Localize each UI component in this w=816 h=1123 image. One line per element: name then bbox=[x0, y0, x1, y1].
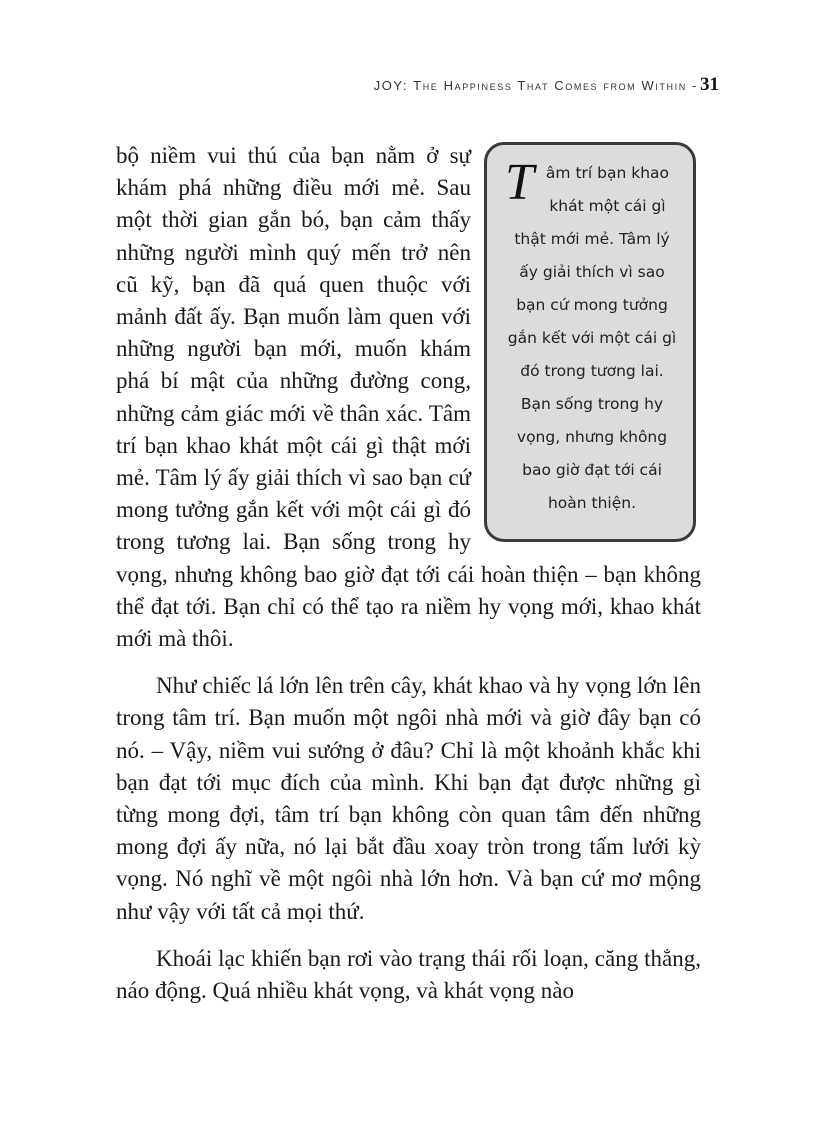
page-number: 31 bbox=[700, 74, 719, 95]
pull-quote-drop-cap: T bbox=[505, 154, 534, 211]
pull-quote-text: âm trí bạn khao khát một cái gì thật mới mẻ. Tâm lý ấy giải thích vì sao bạn cứ mong tưởng gắn kết với một cái gì đó trong tương lai. Bạn sống trong hy vọng, nhưng không bao giờ đạt tới cái hoàn thiện. bbox=[507, 164, 677, 512]
paragraph-1: bộ niềm vui thú của bạn nằm ở sự khám phá những điều mới mẻ. Sau một thời gian gắn bó, bạn cảm thấy những người mình quý mến trở nên cũ kỹ, bạn đã quá quen thuộc với mảnh đất ấy. Bạn muốn làm quen với những người bạn mới, muốn khám phá bí mật của những đường cong, những cảm giác mới về thân xác. Tâm trí bạn khao khát một cái gì thật mới mẻ. Tâm lý ấy giải thích vì sao bạn cứ mong tưởng gắn kết với một cái gì đó trong tương lai. Bạn sống trong hy vọng, nhưng không bao giờ đạt tới cái hoàn thiện – bạn không thể đạt tới. Bạn chỉ có thể tạo ra niềm hy vọng mới, khao khát mới mà thôi. bbox=[116, 143, 701, 652]
pull-quote-spacer bbox=[471, 140, 701, 536]
running-head: JOY: The Happiness That Comes from Within - bbox=[373, 78, 698, 93]
paragraph-2: Như chiếc lá lớn lên trên cây, khát khao và hy vọng lớn lên trong tâm trí. Bạn muốn một ngôi nhà mới và giờ đây bạn có nó. – Vậy, niềm vui sướng ở đâu? Chỉ là một khoảnh khắc khi bạn đạt tới mục đích của mình. Khi bạn đạt được những gì từng mong đợi, tâm trí bạn không còn quan tâm đến những mong đợi ấy nữa, nó lại bắt đầu xoay tròn trong tấm lưới kỳ vọng. Nó nghĩ về một ngôi nhà lớn hơn. Và bạn cứ mơ mộng như vậy với tất cả mọi thứ. bbox=[116, 673, 701, 924]
paragraph-3: Khoái lạc khiến bạn rơi vào trạng thái rối loạn, căng thẳng, náo động. Quá nhiều khát vọng, và khát vọng nào bbox=[116, 945, 701, 1004]
body-text bbox=[116, 140, 701, 1007]
